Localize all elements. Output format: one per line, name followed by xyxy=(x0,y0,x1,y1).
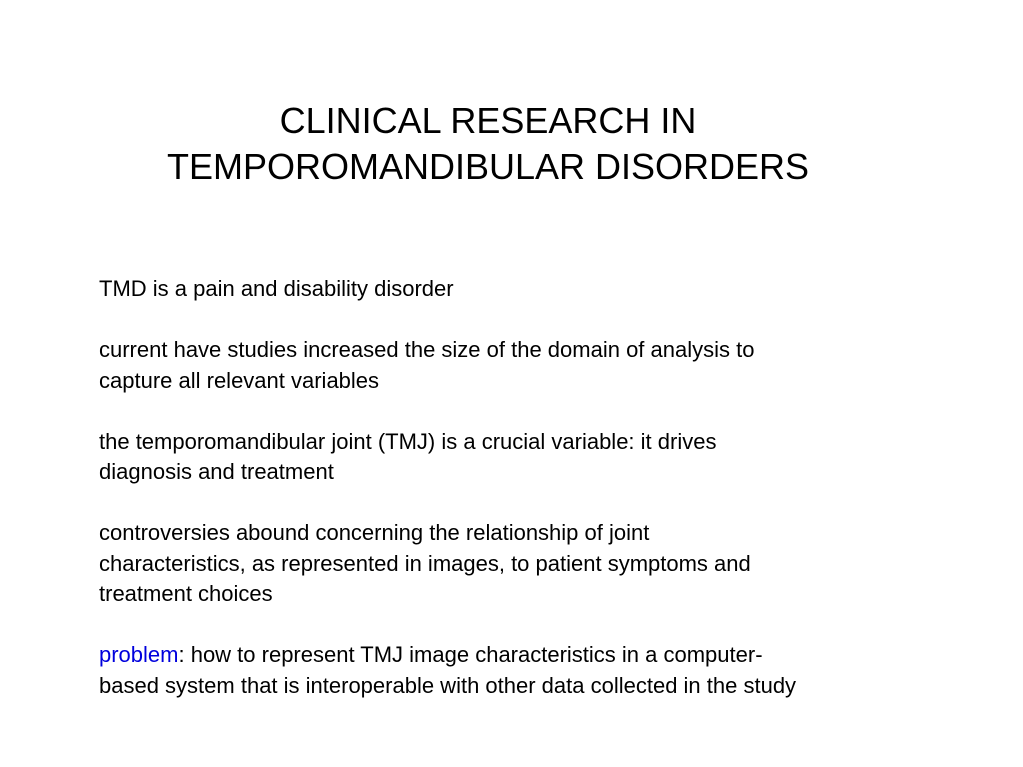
text-line: current have studies increased the size of the domain of analysis to xyxy=(99,337,755,362)
text-line: diagnosis and treatment xyxy=(99,459,334,484)
paragraph-tmd-definition xyxy=(99,274,939,305)
paragraph-current-studies xyxy=(99,335,939,396)
paragraph-controversies xyxy=(99,518,939,610)
problem-text: : how to represent TMJ image characteristics in a computer- xyxy=(178,642,763,667)
text-line: capture all relevant variables xyxy=(99,367,380,393)
slide-title xyxy=(0,98,976,190)
paragraph-problem xyxy=(99,640,939,701)
paragraph-tmj-variable xyxy=(99,427,939,488)
slide-title-line-2: TEMPOROMANDIBULAR DISORDERS xyxy=(166,146,810,187)
text-line: the temporomandibular joint (TMJ) is a crucial variable: it drives xyxy=(99,428,717,454)
slide-body xyxy=(99,274,939,701)
text-line: based system that is interoperable with other data collected in the study xyxy=(99,672,797,698)
text-line: treatment choices xyxy=(99,581,273,606)
text-line: characteristics, as represented in images, to patient symptoms and xyxy=(99,550,751,576)
text-line xyxy=(99,640,939,671)
slide-title-line-1: CLINICAL RESEARCH IN xyxy=(279,100,697,141)
text-line: controversies abound concerning the relationship of joint xyxy=(99,520,650,545)
problem-label: problem xyxy=(99,642,179,667)
text-line: TMD is a pain and disability disorder xyxy=(99,276,454,301)
